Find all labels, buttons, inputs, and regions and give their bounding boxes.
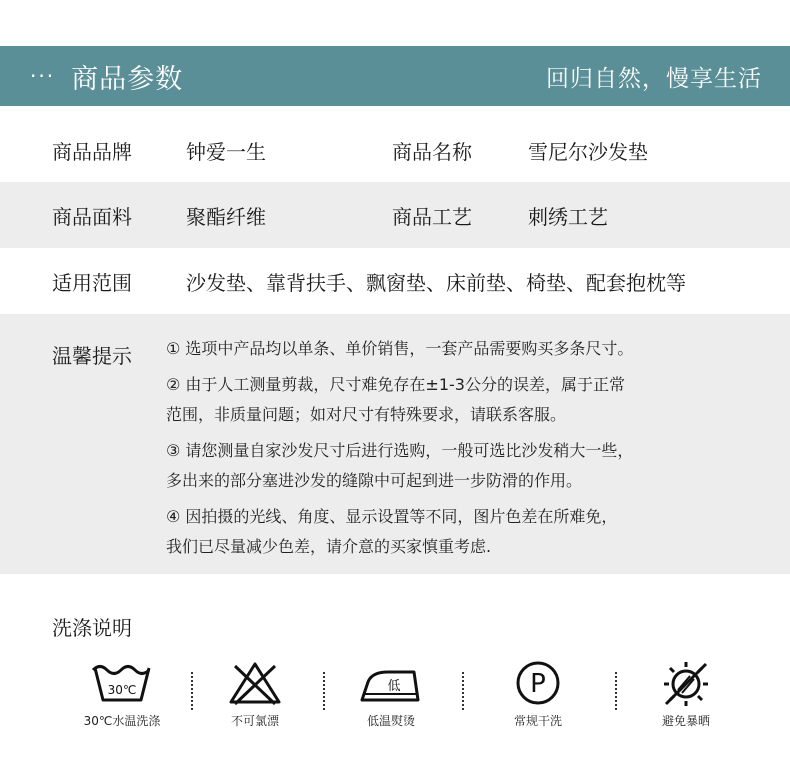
param-row-material (0, 182, 790, 248)
header-dots: ··· (30, 64, 56, 88)
care-divider (191, 672, 193, 710)
tip-line: ④ 因拍摄的光线、角度、显示设置等不同，图片色差在所难免， (166, 507, 618, 526)
wash-temp-text: 30℃ (107, 683, 137, 697)
tip-line: 多出来的部分塞进沙发的缝隙中可起到进一步防滑的作用。 (166, 471, 583, 490)
header-left (30, 57, 183, 96)
care-caption: 30℃水温洗涤 (83, 714, 161, 728)
care-item-dryclean (478, 660, 598, 729)
care-item-wash (62, 660, 182, 729)
section-title: 商品参数 (71, 63, 184, 95)
care-item-bleach (195, 660, 315, 729)
care-divider (323, 672, 325, 710)
tip-line: ① 选项中产品均以单条、单价销售，一套产品需要购买多条尺寸。 (166, 339, 634, 358)
tips-section (0, 314, 790, 574)
brand-value: 钟爱一生 (186, 139, 266, 164)
dry-clean-letter: P (530, 669, 546, 699)
wash-30-icon (87, 660, 157, 706)
no-sun-icon (656, 660, 716, 706)
header-slogan: 回归自然，慢享生活 (546, 65, 762, 92)
no-bleach-icon (225, 660, 285, 706)
craft-label: 商品工艺 (392, 204, 472, 229)
tip-item (166, 436, 776, 496)
brand-label: 商品品牌 (52, 139, 132, 164)
tip-item (166, 334, 776, 364)
care-caption: 不可氯漂 (230, 714, 279, 728)
tip-item (166, 502, 776, 562)
care-caption: 常规干洗 (513, 714, 562, 728)
material-value: 聚酯纤维 (186, 204, 266, 229)
tip-line: ② 由于人工测量剪裁，尺寸难免存在±1-3公分的误差，属于正常 (166, 375, 625, 394)
iron-low-text: 低 (387, 679, 401, 694)
craft-value: 刺绣工艺 (528, 204, 608, 229)
tip-line: 我们已尽量减少色差，请介意的买家慎重考虑. (166, 537, 492, 556)
param-row-brand (0, 118, 790, 182)
care-item-iron (331, 660, 451, 729)
name-value: 雪尼尔沙发垫 (528, 139, 648, 164)
dry-clean-icon (512, 660, 564, 706)
tip-item (166, 370, 776, 430)
wash-title: 洗涤说明 (52, 616, 132, 640)
name-label: 商品名称 (392, 139, 472, 164)
tip-line: ③ 请您测量自家沙发尺寸后进行选购，一般可选比沙发稍大一些， (166, 441, 634, 460)
care-caption: 避免暴晒 (661, 714, 710, 728)
param-row-scope (0, 248, 790, 314)
header-bar (0, 46, 790, 106)
care-item-sun (626, 660, 746, 729)
tips-list (166, 334, 776, 568)
care-caption: 低温熨烫 (366, 714, 415, 728)
scope-label: 适用范围 (52, 270, 132, 295)
tips-label: 温馨提示 (52, 344, 132, 368)
iron-low-icon (358, 660, 424, 706)
material-label: 商品面料 (52, 204, 132, 229)
tip-line: 范围，非质量问题；如对尺寸有特殊要求，请联系客服。 (166, 405, 567, 424)
scope-value: 沙发垫、靠背扶手、飘窗垫、床前垫、椅垫、配套抱枕等 (186, 270, 686, 295)
care-divider (615, 672, 617, 710)
care-divider (462, 672, 464, 710)
